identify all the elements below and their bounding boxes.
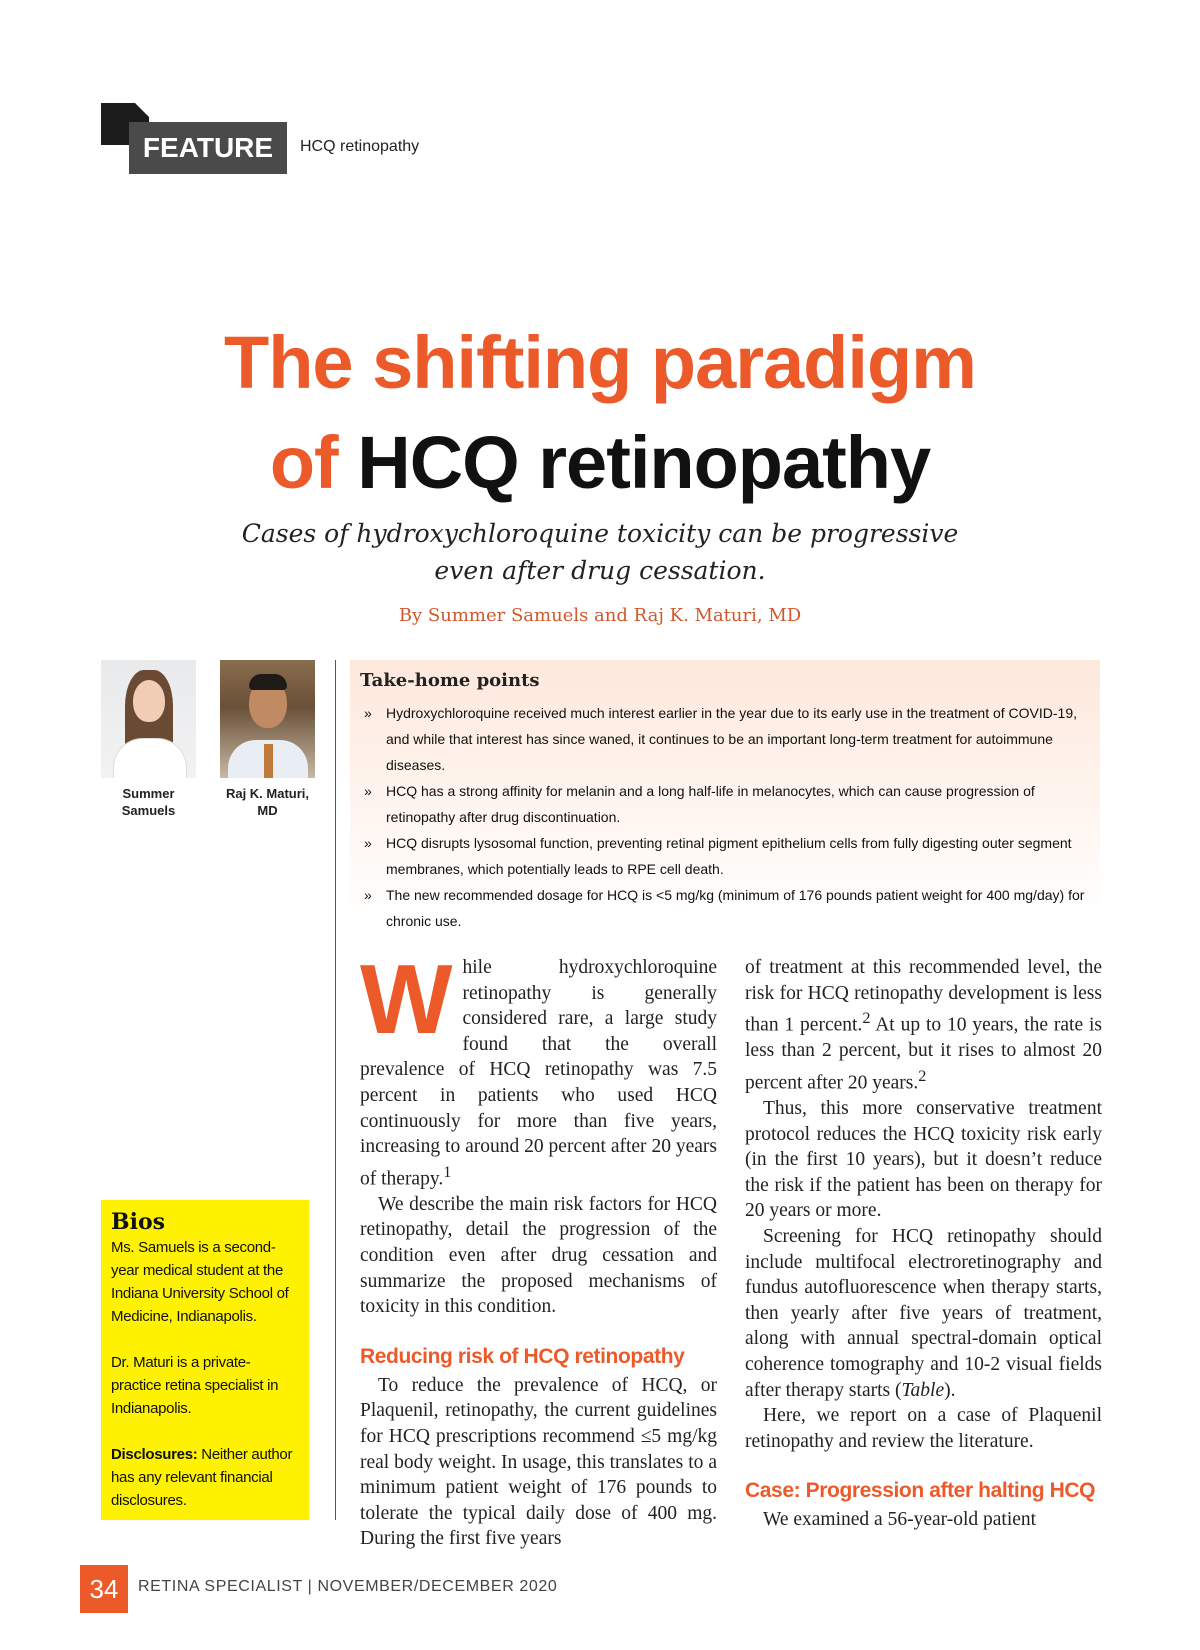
subhead-reducing-risk: Reducing risk of HCQ retinopathy [360, 1344, 685, 1368]
body-paragraph-8: We examined a 56-year-old patient [763, 1509, 1037, 1531]
body-text: At up to 10 years, the rate is less than 2 percent, but it rises to almost 20 percent after 20 years. [745, 1014, 1102, 1094]
author-name-2-line2: MD [257, 803, 278, 818]
take-home-point: HCQ has a strong affinity for melanin and a long half-life in melanocytes, which can cause progression of retinopathy after drug discontinuation. [386, 783, 1035, 825]
bios-box [101, 1200, 309, 1520]
body-paragraph-2: We describe the main risk factors for HCQ retinopathy, detail the progression of the condition even after drug cessation and summarize the proposed mechanisms of toxicity in this condition. [360, 1193, 717, 1318]
bullet-icon: » [364, 887, 372, 903]
article-title-line2 [0, 420, 1200, 506]
body-paragraph-3: To reduce the prevalence of HCQ, or Plaquenil, retinopathy, the current guidelines for HCQ prescriptions recommend ≤5 mg/kg real body weight. In usage, this translates to a minimum patient weight of 176 pounds to tolerate the typical daily dose of 400 mg. During the first five years [360, 1374, 717, 1550]
list-item [360, 830, 1095, 882]
reference-1: 1 [443, 1162, 452, 1181]
subhead-case: Case: Progression after halting HCQ [745, 1479, 1096, 1503]
bio-maturi: Dr. Maturi is a private-practice retina specialist in Indianapolis. [111, 1354, 279, 1417]
section-topic: HCQ retinopathy [300, 138, 420, 155]
take-home-point: The new recommended dosage for HCQ is <5 mg/kg (minimum of 176 pounds patient weight for 400 mg/day) for chronic use. [386, 887, 1085, 929]
deck-line1: Cases of hydroxychloroquine toxicity can be progressive [241, 519, 959, 548]
bullet-icon: » [364, 783, 372, 799]
author-photo-summer-samuels [101, 660, 196, 778]
author-photo-raj-maturi [220, 660, 315, 778]
bullet-icon: » [364, 705, 372, 721]
drop-cap: W [360, 944, 453, 1054]
title-prefix: of [269, 421, 338, 504]
take-home-heading: Take-home points [360, 670, 540, 691]
body-text: hile hydroxychloroquine retinopathy is generally considered rare, a large study found that the overall prevalence of HCQ retinopathy was 7.5 percent in patients who used HCQ continuously for more than five years, increasing to around 20 percent after 20 years of therapy. [360, 957, 717, 1190]
body-column-2 [745, 955, 1102, 1533]
body-paragraph-4 [745, 955, 1102, 1096]
bios-heading: Bios [111, 1209, 166, 1235]
article-deck [0, 515, 1200, 589]
section-label: FEATURE [129, 122, 287, 174]
bullet-icon: » [364, 835, 372, 851]
reference-2: 2 [862, 1009, 871, 1028]
article-title-line1: The shifting paradigm [224, 321, 976, 404]
disclosures-label: Disclosures: [111, 1446, 198, 1463]
body-paragraph-1 [360, 944, 717, 1192]
body-column-1 [360, 944, 717, 1552]
list-item [360, 700, 1095, 778]
reference-2: 2 [918, 1066, 927, 1085]
deck-line2: even after drug cessation. [434, 556, 766, 585]
page-number: 34 [80, 1565, 128, 1613]
list-item [360, 882, 1095, 934]
body-text: Screening for HCQ retinopathy should include multifocal electroretinography and fundus autofluorescence when therapy starts, then yearly after five years of treatment, along with annual spectral-domain optical coherence tomography and 10-2 visual fields after therapy starts ( [745, 1225, 1102, 1401]
author-name-1 [101, 785, 196, 819]
take-home-point: HCQ disrupts lysosomal function, preventing retinal pigment epithelium cells from fully digesting outer segment membranes, which potentially leads to RPE cell death. [386, 835, 1072, 877]
author-name-2-line1: Raj K. Maturi, [225, 786, 310, 801]
disclosures [111, 1443, 299, 1512]
body-paragraph-5: Thus, this more conservative treatment protocol reduces the HCQ toxicity risk early (in the first 10 years), but it doesn’t reduce the risk if the patient has been on therapy for 20 years or more. [745, 1097, 1102, 1222]
byline: By Summer Samuels and Raj K. Maturi, MD [398, 605, 802, 626]
take-home-point: Hydroxychloroquine received much interest earlier in the year due to its early use in the treatment of COVID-19, and while that interest has since waned, it continues to be an important long-term treatment for autoimmune diseases. [386, 705, 1077, 773]
body-paragraph-7: Here, we report on a case of Plaquenil retinopathy and review the literature. [745, 1405, 1102, 1452]
body-text: of treatment at this recommended level, the risk for HCQ retinopathy development is less than 1 percent. [745, 957, 1102, 1036]
column-divider [335, 660, 336, 1520]
author-name-2 [220, 785, 315, 819]
publication-footer: RETINA SPECIALIST | NOVEMBER/DECEMBER 2020 [138, 1578, 558, 1595]
bio-samuels: Ms. Samuels is a second-year medical student at the Indiana University School of Medicine, Indianapolis. [111, 1239, 289, 1325]
author-name-1-line2: Samuels [121, 803, 176, 818]
take-home-list [360, 700, 1095, 934]
title-main: HCQ retinopathy [357, 421, 931, 504]
table-reference: Table [901, 1379, 945, 1401]
body-text: ). [944, 1379, 956, 1401]
body-paragraph-6 [745, 1224, 1102, 1403]
list-item [360, 778, 1095, 830]
disclosures-text: Neither author has any relevant financial disclosures. [111, 1446, 293, 1509]
author-name-1-line1: Summer [122, 786, 175, 801]
